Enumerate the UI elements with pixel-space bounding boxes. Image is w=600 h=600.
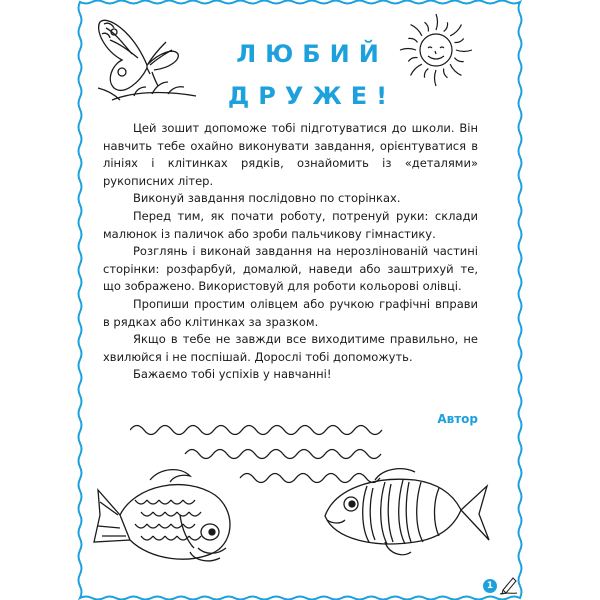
fish-scale (165, 512, 177, 516)
fish-scale (171, 500, 183, 504)
paragraph: Виконуй завдання послідовно по сторінках. (133, 191, 401, 206)
fish-scale (153, 536, 165, 540)
sun-ray (444, 68, 448, 77)
fish-scale (141, 536, 153, 540)
fish-scale (153, 512, 165, 516)
author-label: Автор (437, 412, 478, 426)
fish-scale (147, 524, 159, 528)
sun-ray (425, 22, 429, 31)
fish-scale (183, 500, 195, 504)
paragraph: Цей зошит допоможе тобі підготуватися до школи. Він навчить тебе охайно виконувати завдання, орієнтуватися в лініях і клітинках рядків, ознайомить із «деталями» рукописних літер. (103, 121, 478, 188)
fish-scale (165, 536, 177, 540)
fish-scale (141, 512, 153, 516)
fish-scale (159, 524, 171, 528)
fish-left-icon (90, 460, 245, 575)
fish-scale (189, 536, 201, 540)
fish-scale (177, 512, 189, 516)
sun-ray (450, 25, 461, 36)
page-title-line1: ЛЮБИЙ (236, 40, 388, 68)
paragraph: Якщо в тебе не завжди все виходитиме правильно, не хвилюйся і не поспішай. Дорослі тобі допоможуть. (103, 332, 478, 364)
sun-ray (436, 14, 438, 30)
fish-scale (189, 512, 201, 516)
sun-ray (444, 22, 448, 31)
sun-ray (411, 25, 422, 36)
fish-scale (159, 500, 171, 504)
intro-text (103, 120, 478, 384)
fish-scale (183, 524, 195, 528)
paragraph: Пропиши простим олівцем або ручкою графічні вправи в рядках або клітинках за зразком. (103, 296, 478, 329)
fish-scale (135, 500, 147, 504)
fish-scale (135, 524, 147, 528)
sun-ray (424, 68, 428, 77)
paragraph: Перед тим, як почати роботу, потренуй руки: склади малюнок із паличок або зроби пальчикову гімнастику. (103, 208, 478, 241)
page-title-line2: ДРУЖЕ! (227, 82, 397, 110)
paragraph: Розглянь і виконай завдання на нерозлінованій частині сторінки: розфарбуй, домалюй, наведи або заштрихуй те, що зображено. Використовуй для роботи кольорові олівці. (103, 244, 478, 294)
fish-right-icon (315, 458, 495, 568)
page-number: 1 (483, 579, 497, 593)
fish-scale (147, 500, 159, 504)
pencil-icon (497, 572, 521, 596)
paragraph: Бажаємо тобі успіхів у навчанні! (133, 367, 332, 382)
